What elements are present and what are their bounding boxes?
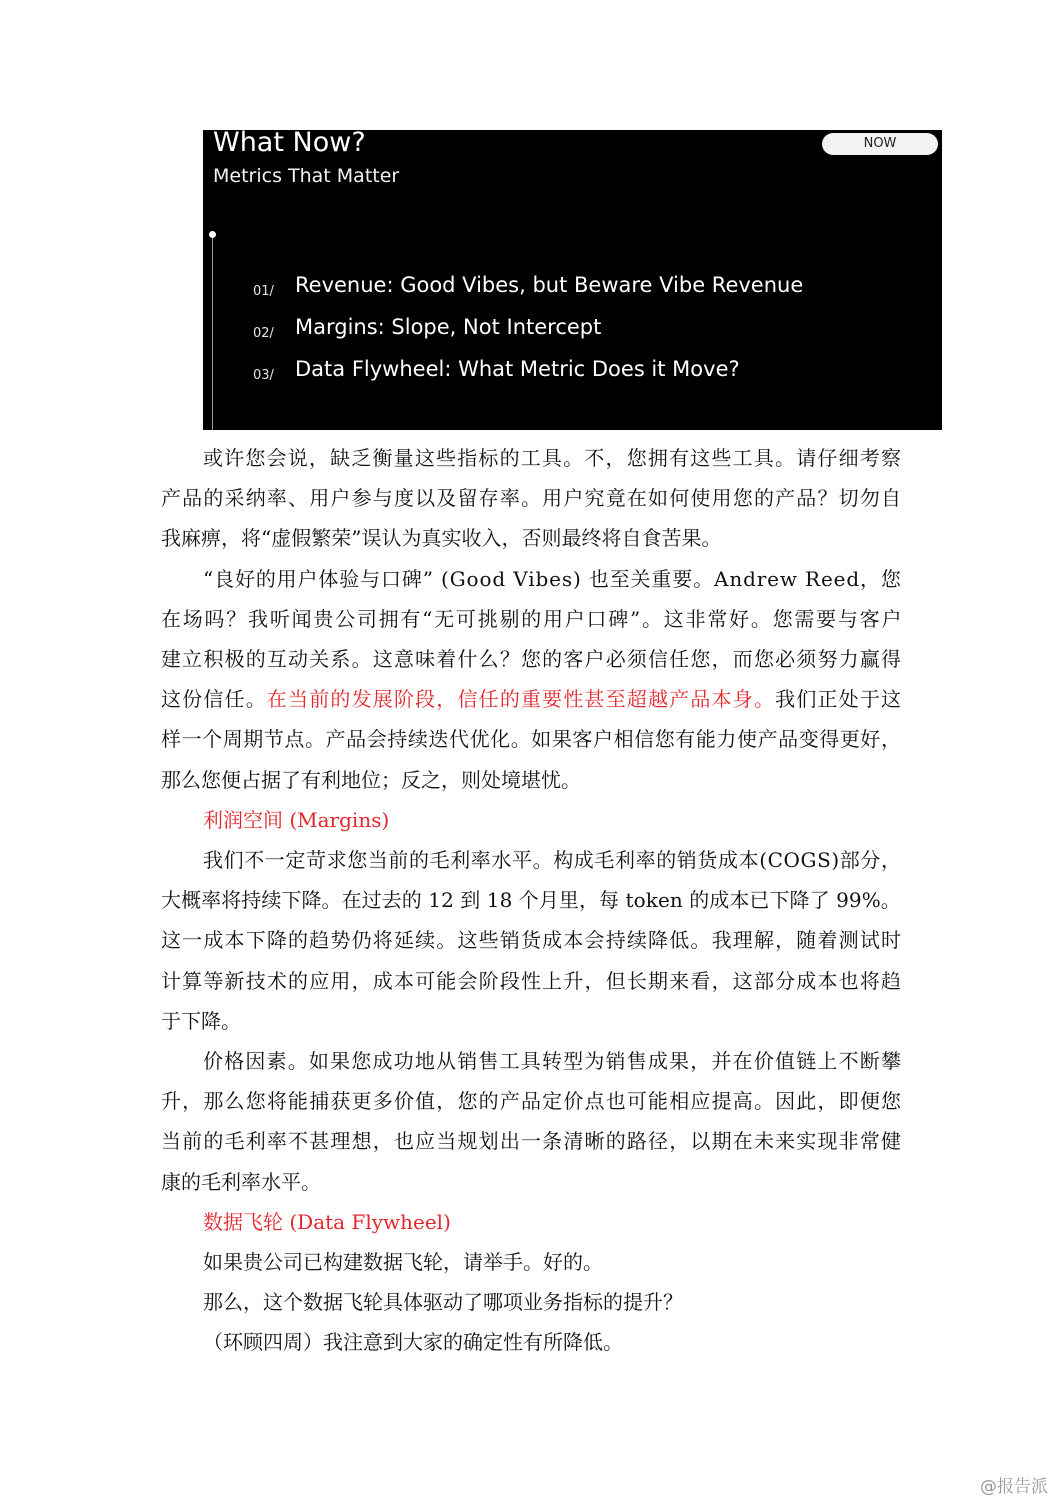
agenda-number: 02/: [253, 326, 274, 341]
watermark: @报告派: [980, 1477, 1048, 1497]
text-line: [203, 800, 389, 840]
text-segment: 大概率将持续下降。在过去的 12 到 18 个月里，每 token 的成本已下降了 99%。: [161, 888, 901, 913]
timeline-dot: [209, 231, 216, 238]
text-line: [161, 760, 581, 800]
text-line: [203, 840, 902, 880]
agenda-text: Data Flywheel: What Metric Does it Move?: [295, 357, 740, 381]
slide-image: [203, 130, 942, 430]
text-segment: 康的毛利率水平。: [161, 1169, 321, 1194]
text-line: [203, 559, 902, 599]
text-line: [161, 1081, 902, 1121]
text-line: [161, 599, 903, 639]
text-segment: （环顾四周）我注意到大家的确定性有所降低。: [203, 1330, 623, 1355]
text-line: [161, 518, 721, 558]
agenda-text: Margins: Slope, Not Intercept: [295, 315, 602, 339]
text-line: [161, 719, 902, 759]
text-segment: 升，那么您将能捕获更多价值，您的产品定价点也可能相应提高。因此，即便您: [161, 1089, 903, 1114]
text-line: [161, 478, 902, 518]
timeline-line: [212, 235, 213, 430]
text-line: [161, 961, 902, 1001]
text-segment: 在场吗？我听闻贵公司拥有“无可挑剔的用户口碑”。这非常好。您需要与客户: [161, 606, 904, 631]
text-line: [161, 1162, 321, 1202]
text-line: [161, 1121, 902, 1161]
agenda-text: Revenue: Good Vibes, but Beware Vibe Revenue: [295, 273, 804, 297]
highlight-text: 数据飞轮 (Data Flywheel): [203, 1209, 451, 1234]
text-line: [203, 1242, 603, 1282]
text-segment: 那么您便占据了有利地位；反之，则处境堪忧。: [161, 767, 581, 792]
text-segment: 当前的毛利率不甚理想，也应当规划出一条清晰的路径，以期在未来实现非常健: [161, 1129, 903, 1154]
slide-title: What Now?: [213, 130, 366, 158]
text-line: [161, 679, 902, 719]
text-segment: 我们正处于这: [775, 687, 903, 712]
text-segment: 那么，这个数据飞轮具体驱动了哪项业务指标的提升？: [203, 1290, 683, 1315]
text-line: [161, 1001, 241, 1041]
text-segment: 样一个周期节点。产品会持续迭代优化。如果客户相信您有能力使产品变得更好，: [161, 727, 902, 752]
text-segment: 我们不一定苛求您当前的毛利率水平。构成毛利率的销货成本(COGS)部分，: [203, 848, 902, 872]
text-segment: “良好的用户体验与口碑” (Good Vibes) 也至关重要。Andrew Reed，您: [203, 566, 902, 591]
text-line: [203, 1322, 623, 1362]
text-line: [161, 920, 902, 960]
text-line: [203, 438, 902, 478]
text-segment: 于下降。: [161, 1008, 241, 1033]
text-line: [161, 880, 901, 920]
text-line: [203, 1202, 451, 1242]
slide-subtitle: Metrics That Matter: [213, 165, 400, 187]
text-segment: 如果贵公司已构建数据飞轮，请举手。好的。: [203, 1250, 603, 1274]
highlight-text: 利润空间 (Margins): [203, 807, 390, 832]
now-badge: NOW: [822, 133, 938, 155]
text-segment: 我麻痹，将“虚假繁荣”误认为真实收入，否则最终将自食苦果。: [161, 526, 722, 551]
text-line: [203, 1041, 902, 1081]
text-line: [203, 1282, 683, 1322]
agenda-number: 03/: [253, 368, 274, 383]
agenda-number: 01/: [253, 284, 274, 299]
text-segment: 计算等新技术的应用，成本可能会阶段性上升，但长期来看，这部分成本也将趋: [161, 968, 903, 993]
text-segment: 或许您会说，缺乏衡量这些指标的工具。不，您拥有这些工具。请仔细考察: [203, 446, 903, 470]
text-segment: 价格因素。如果您成功地从销售工具转型为销售成果，并在价值链上不断攀: [203, 1049, 903, 1073]
text-line: [161, 639, 902, 679]
highlight-text: 在当前的发展阶段，信任的重要性甚至超越产品本身。: [266, 687, 776, 712]
text-segment: 这一成本下降的趋势仍将延续。这些销货成本会持续降低。我理解，随着测试时: [161, 928, 903, 953]
text-segment: 建立积极的互动关系。这意味着什么？您的客户必须信任您，而您必须努力赢得: [161, 647, 903, 671]
text-segment: 产品的采纳率、用户参与度以及留存率。用户究竟在如何使用您的产品？切勿自: [161, 486, 903, 511]
text-segment: 这份信任。: [161, 687, 267, 712]
